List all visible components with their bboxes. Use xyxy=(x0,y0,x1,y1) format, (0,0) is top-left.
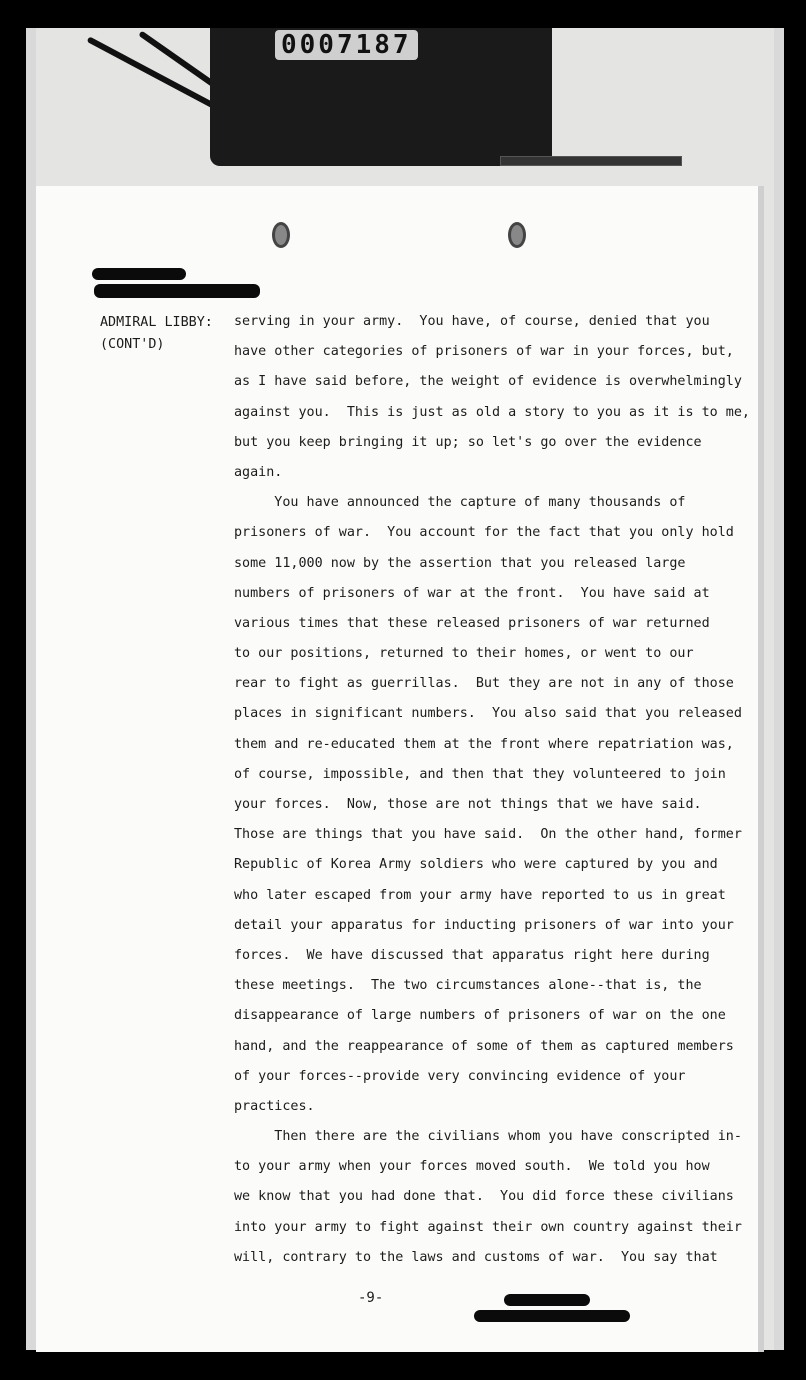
text-line: your forces. Now, those are not things that we have said. xyxy=(234,797,702,812)
punch-hole-right xyxy=(508,222,526,248)
text-line: Then there are the civilians whom you have conscripted in- xyxy=(234,1129,742,1145)
text-line: rear to fight as guerrillas. But they are not in any of those xyxy=(234,676,734,692)
text-line: some 11,000 now by the assertion that you released large xyxy=(234,555,686,571)
speaker-name: ADMIRAL LIBBY: xyxy=(100,315,213,330)
text-line: detail your apparatus for inducting prisoners of war into your xyxy=(234,917,734,933)
frame-counter-digits: 0007187 xyxy=(275,30,418,60)
speaker-continued: (CONT'D) xyxy=(100,337,165,352)
page-number: -9- xyxy=(358,1290,384,1306)
redaction-mark-top-1 xyxy=(92,268,186,280)
text-line: again. xyxy=(234,464,283,480)
counter-slot xyxy=(500,156,682,166)
text-line: to our positions, returned to their homes, or went to our xyxy=(234,646,694,662)
text-line: Republic of Korea Army soldiers who were captured by you and xyxy=(234,857,718,873)
text-line: hand, and the reappearance of some of them as captured members xyxy=(234,1038,734,1054)
text-line: Those are things that you have said. On the other hand, former xyxy=(234,827,742,843)
text-line: You have announced the capture of many thousands of xyxy=(234,495,686,511)
text-line: against you. This is just as old a story to you as it is to me, xyxy=(234,404,750,420)
punch-hole-left xyxy=(272,222,290,248)
text-line: disappearance of large numbers of prisoners of war on the one xyxy=(234,1008,726,1024)
text-line: of your forces--provide very convincing evidence of your xyxy=(234,1068,686,1084)
text-line: places in significant numbers. You also said that you released xyxy=(234,706,742,722)
text-line: them and re-educated them at the front where repatriation was, xyxy=(234,736,734,752)
text-line: of course, impossible, and then that they volunteered to join xyxy=(234,766,726,782)
document-body xyxy=(234,307,750,1273)
text-line: forces. We have discussed that apparatus right here during xyxy=(234,947,710,963)
text-line: have other categories of prisoners of war in your forces, but, xyxy=(234,344,734,360)
redaction-mark-bottom-2 xyxy=(474,1310,630,1322)
document-page xyxy=(36,186,758,1352)
text-line: various times that these released prisoners of war returned xyxy=(234,615,710,631)
speaker-label xyxy=(100,312,213,356)
text-line: these meetings. The two circumstances alone--that is, the xyxy=(234,978,702,994)
text-line: will, contrary to the laws and customs of war. You say that xyxy=(234,1249,718,1265)
text-line: numbers of prisoners of war at the front. You have said at xyxy=(234,585,710,601)
text-line: who later escaped from your army have reported to us in great xyxy=(234,887,726,903)
text-line: but you keep bringing it up; so let's go over the evidence xyxy=(234,434,702,450)
text-line: as I have said before, the weight of evidence is overwhelmingly xyxy=(234,374,742,390)
redaction-mark-top-2 xyxy=(94,284,260,298)
text-line: we know that you had done that. You did force these civilians xyxy=(234,1189,734,1205)
text-line: serving in your army. You have, of course, denied that you xyxy=(234,314,710,329)
text-line: into your army to fight against their own country against their xyxy=(234,1219,742,1235)
redaction-mark-bottom-1 xyxy=(504,1294,590,1306)
text-line: prisoners of war. You account for the fact that you only hold xyxy=(234,525,734,541)
text-line: practices. xyxy=(234,1098,315,1114)
text-line: to your army when your forces moved south. We told you how xyxy=(234,1159,710,1175)
